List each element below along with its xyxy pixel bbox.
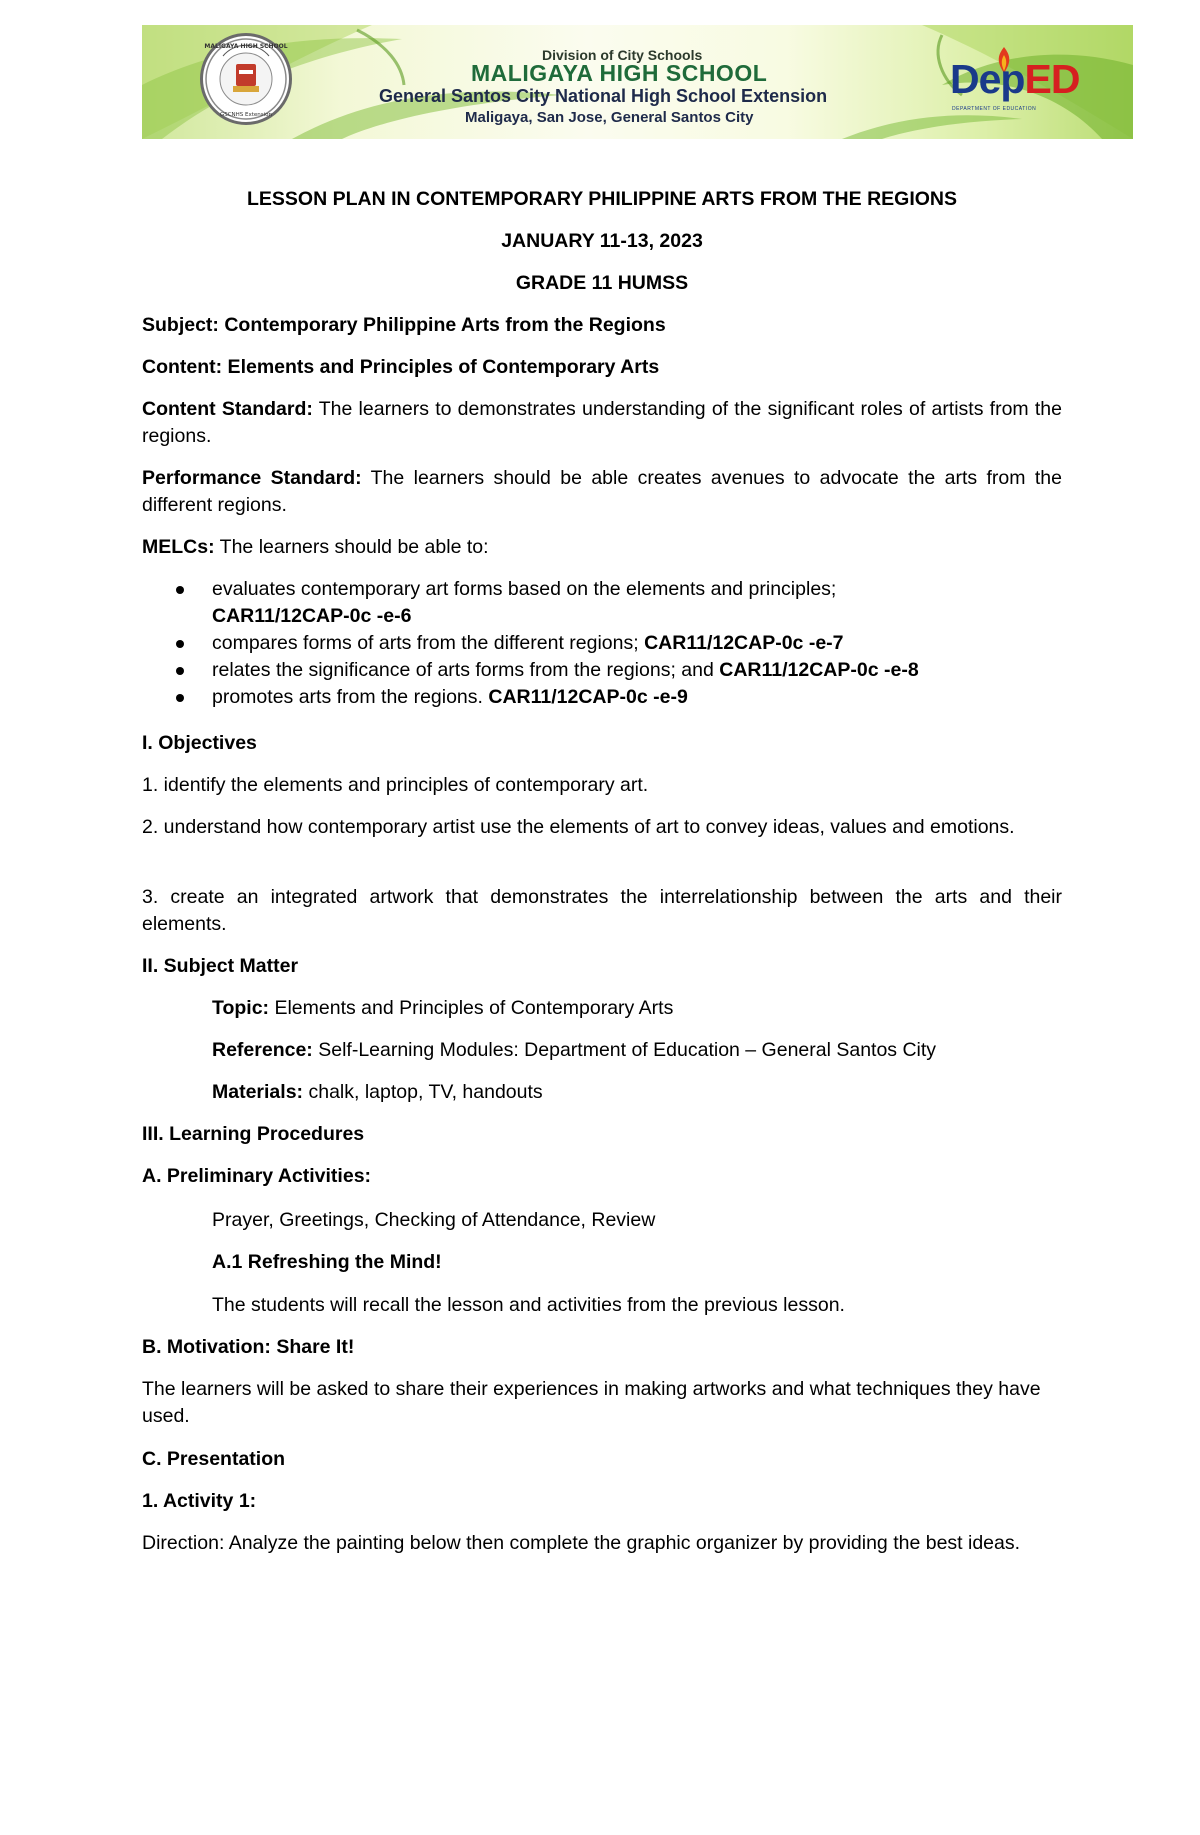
materials-line [212,1079,543,1106]
lesson-date: JANUARY 11-13, 2023 [501,230,703,252]
reference-text: Self-Learning Modules: Department of Education – General Santos City [318,1039,937,1061]
content-standard [142,396,1062,450]
melc-item [212,657,1052,684]
melc-item [212,684,1052,711]
preliminary-heading: A. Preliminary Activities: [142,1165,372,1187]
melc-code: CAR11/12CAP-0c -e-7 [644,632,844,654]
direction-text: Direction: Analyze the painting below then complete the graphic organizer by providing the best ideas. [142,1532,1021,1554]
topic-label: Topic: [212,997,270,1019]
refresh-heading: A.1 Refreshing the Mind! [212,1251,442,1273]
school-name: MALIGAYA HIGH SCHOOL [471,60,768,86]
reference-line [212,1037,936,1064]
grade-level: GRADE 11 HUMSS [515,272,689,294]
school-extension: General Santos City National High School Extension [379,86,828,106]
svg-text:GSCNHS Extension: GSCNHS Extension [219,112,273,118]
content-line: Content: Elements and Principles of Contemporary Arts [142,356,660,378]
melc-code: CAR11/12CAP-0c -e-6 [212,605,412,627]
refresh-text: The students will recall the lesson and activities from the previous lesson. [212,1294,845,1316]
melcs-intro [142,534,1062,561]
deped-logo-ed: ED [1024,56,1080,102]
performance-standard-label: Performance Standard: [142,467,362,489]
deped-logo [950,56,1090,125]
deped-logo-dep: Dep [950,56,1025,102]
melc-text: evaluates contemporary art forms based on the elements and principles; [212,578,837,600]
presentation-heading: C. Presentation [142,1448,286,1470]
subject-line: Subject: Contemporary Philippine Arts from the Regions [142,314,666,336]
procedures-heading: III. Learning Procedures [142,1123,365,1145]
melcs-text: The learners should be able to: [219,536,489,558]
preliminary-text: Prayer, Greetings, Checking of Attendance, Review [212,1209,656,1231]
objectives-heading: I. Objectives [142,732,257,754]
melc-code: CAR11/12CAP-0c -e-8 [719,659,919,681]
bullet-icon [176,694,184,702]
objective-item: 1. identify the elements and principles of contemporary art. [142,774,649,796]
subject-matter-heading: II. Subject Matter [142,955,299,977]
melc-text: compares forms of arts from the different regions; [212,632,639,654]
school-address: Maligaya, San Jose, General Santos City [465,109,754,126]
materials-text: chalk, laptop, TV, handouts [308,1081,543,1103]
melc-code: CAR11/12CAP-0c -e-9 [488,686,688,708]
melcs-label: MELCs: [142,536,215,558]
bullet-icon [176,640,184,648]
lesson-plan-title: LESSON PLAN IN CONTEMPORARY PHILIPPINE ARTS FROM THE REGIONS [247,188,957,210]
melc-item [212,576,1052,630]
bullet-icon [176,586,184,594]
performance-standard [142,465,1062,519]
division-label: Division of City Schools [542,47,703,63]
school-header-banner [142,25,1133,139]
bullet-icon [176,667,184,675]
melc-item [212,630,1052,657]
content-standard-text: The learners to demonstrates understanding of the significant roles of artists from the regions. [142,398,1062,447]
motivation-text: The learners will be asked to share their experiences in making artworks and what techniques they have used. [142,1378,1041,1427]
motivation-heading: B. Motivation: Share It! [142,1336,355,1358]
topic-line [212,995,673,1022]
melc-text: relates the significance of arts forms from the regions; and [212,659,714,681]
topic-text: Elements and Principles of Contemporary Arts [274,997,674,1019]
school-seal-logo [200,33,292,125]
svg-text:MALIGAYA HIGH SCHOOL: MALIGAYA HIGH SCHOOL [204,43,288,50]
content-standard-label: Content Standard: [142,398,313,420]
reference-label: Reference: [212,1039,313,1061]
melc-text: promotes arts from the regions. [212,686,483,708]
deped-logo-subtitle: DEPARTMENT OF EDUCATION [952,106,1037,112]
objective-item: 3. create an integrated artwork that demonstrates the interrelationship between the arts and their elements. [142,886,1062,935]
activity-heading: 1. Activity 1: [142,1490,257,1512]
objective-item: 2. understand how contemporary artist use the elements of art to convey ideas, values and emotions. [142,816,1015,838]
performance-standard-text: The learners should be able creates avenues to advocate the arts from the different regions. [142,467,1062,516]
materials-label: Materials: [212,1081,304,1103]
